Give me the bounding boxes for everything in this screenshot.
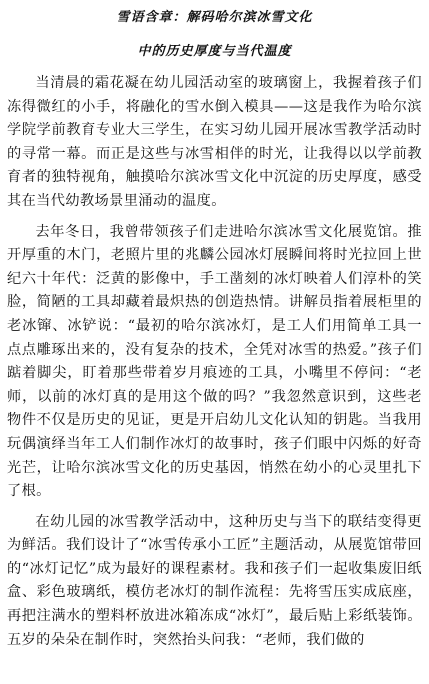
article-paragraph-3: 在幼儿园的冰雪教学活动中，这种历史与当下的联结变得更为鲜活。我们设计了“冰雪传承小工匠”主题活动，从展览馆带回的“冰灯记忆”成为最好的课程素材。我和孩子们一起收集废旧纸盒、彩色玻璃纸，模仿老冰灯的制作流程：先将雪压实成底座，再把注满水的塑料杯放进冰箱冻成“冰灯”，最后贴上彩纸装饰。五岁的朵朵在制作时，突然抬头问我：“老师，我们做的	[7, 513, 422, 648]
article-paragraph-2: 去年冬日，我曾带领孩子们走进哈尔滨冰雪文化展览馆。推开厚重的木门，老照片里的兆麟公园冰灯展瞬间将时光拉回上世纪六十年代：泛黄的影像中，手工凿刻的冰灯映着人们淳朴的笑脸，简陋的工具却藏着最炽热的创造热情。讲解员指着展柜里的老冰镩、冰铲说：“最初的哈尔滨冰灯，是工人们用简单工具一点点雕琢出来的，没有复杂的技术，全凭对冰雪的热爱。”孩子们踮着脚尖，盯着那些带着岁月痕迹的工具，小嘴里不停问：“老师，以前的冰灯真的是用这个做的吗？”我忽然意识到，这些老物件不仅是历史的见证，更是开启幼儿文化认知的钥匙。当我用玩偶演绎当年工人们制作冰灯的故事时，孩子们眼中闪烁的好奇光芒，让哈尔滨冰雪文化的历史基因，悄然在幼小的心灵里扎下了根。	[7, 223, 422, 500]
article-title-line-2: 中的历史厚度与当代温度	[137, 44, 292, 59]
article-paragraph-1: 当清晨的霜花凝在幼儿园活动室的玻璃窗上，我握着孩子们冻得微红的小手，将融化的雪水倒入模具——这是我作为哈尔滨学院学前教育专业大三学生，在实习幼儿园开展冰雪教学活动时的寻常一幕。而正是这些与冰雪相伴的时光，让我得以以学前教育者的独特视角，触摸哈尔滨冰雪文化中沉淀的历史厚度，感受其在当代幼教场景里涌动的温度。	[7, 75, 422, 209]
article-title-line-1: 雪语含章：解码哈尔滨冰雪文化	[116, 10, 313, 25]
